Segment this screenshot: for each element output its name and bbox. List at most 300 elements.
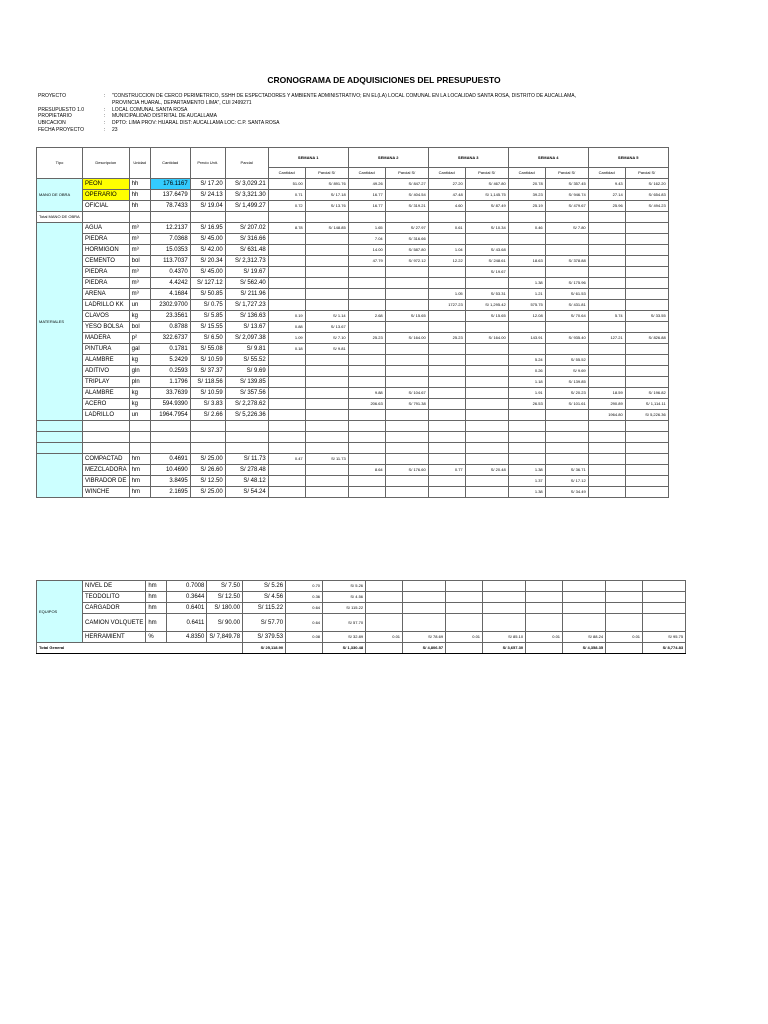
week-partial: S/ 33.55 [625,311,668,322]
empty-cell [83,421,130,432]
week-quantity [588,344,625,355]
item-description: PINTURA [83,344,130,355]
empty-cell [129,432,150,443]
week-partial: S/ 1,295.42 [465,300,508,311]
empty-cell [625,212,668,223]
week-quantity: 0.08 [286,632,323,643]
item-unit-price: S/ 55.08 [190,344,225,355]
col-header-tipo: Tipo [37,148,83,179]
week-partial: S/ 7.10 [305,333,348,344]
week-partial: S/ 17.18 [305,190,348,201]
week-partial [545,454,588,465]
week-partial: S/ 164.00 [465,333,508,344]
week-partial: S/ 104.67 [385,388,428,399]
empty-cell [305,421,348,432]
table-row [37,410,669,421]
week-partial: S/ 85.10 [483,632,526,643]
week-partial: S/ 20.48 [465,465,508,476]
week-partial [305,366,348,377]
table-row [37,223,669,234]
week-quantity: 0.71 [268,190,305,201]
week-quantity: 0.77 [428,465,465,476]
week-quantity: 0.72 [268,201,305,212]
week-quantity [428,388,465,399]
week-quantity [268,465,305,476]
header-row-weeks [37,148,669,168]
header-colon: : [104,120,106,127]
table-row [37,454,669,465]
week-partial [563,603,606,614]
item-description: ADITIVO [83,366,130,377]
item-unit: hm [129,454,150,465]
item-quantity: 4.1684 [150,289,190,300]
table-row [37,581,686,592]
week-quantity [268,487,305,498]
week-quantity [446,614,483,632]
week-partial: S/ 357.45 [545,179,588,190]
empty-cell [305,432,348,443]
empty-cell [385,432,428,443]
week-quantity: 0.01 [366,632,403,643]
week-quantity [508,245,545,256]
item-unit: hm [146,614,167,632]
week-quantity: 0.70 [286,581,323,592]
week-partial [385,267,428,278]
header-key: PROYECTO [38,93,66,99]
item-quantity: 15.0353 [150,245,190,256]
item-partial: S/ 278.48 [225,465,268,476]
week-partial [305,245,348,256]
item-partial: S/ 3,029.21 [225,179,268,190]
week-quantity: 14.00 [348,245,385,256]
col-header-parcial: Parcial [225,148,268,179]
empty-cell [366,643,403,654]
week-quantity [348,300,385,311]
item-unit: gal [129,344,150,355]
week-partial: S/ 316.66 [385,234,428,245]
week-partial [483,592,526,603]
item-unit: % [146,632,167,643]
item-description: MADERA [83,333,130,344]
week-quantity: 27.20 [428,179,465,190]
item-partial: S/ 9.81 [225,344,268,355]
week-quantity [446,581,483,592]
week-quantity [348,344,385,355]
item-unit: kg [129,388,150,399]
week-partial [465,388,508,399]
week-partial: S/ 148.85 [305,223,348,234]
empty-cell [268,432,305,443]
week-partial [305,355,348,366]
week-quantity [366,592,403,603]
week-quantity [268,410,305,421]
item-partial: S/ 3,321.30 [225,190,268,201]
empty-cell [385,212,428,223]
empty-cell [150,212,190,223]
empty-cell [588,212,625,223]
item-unit-price: S/ 2.66 [190,410,225,421]
item-unit: hh [129,201,150,212]
sub-header-cantidad: Cantidad [588,168,625,179]
week-quantity: 7.04 [348,234,385,245]
item-unit-price: S/ 12.50 [190,476,225,487]
week-quantity: 26.53 [508,399,545,410]
item-description: PIEDRA [83,267,130,278]
empty-cell [150,421,190,432]
week-quantity: 143.91 [508,333,545,344]
week-partial [563,581,606,592]
week-quantity [348,377,385,388]
table-row [37,333,669,344]
week-partial: S/ 826.88 [625,333,668,344]
week-header: SEMANA 4 [508,148,588,168]
item-description: CLAVOS [83,311,130,322]
week-quantity: 0.19 [268,311,305,322]
item-quantity: 0.1781 [150,344,190,355]
week-quantity: 1964.80 [588,410,625,421]
week-quantity: 0.26 [508,366,545,377]
week-partial: S/ 10.34 [465,223,508,234]
header-row [38,93,598,107]
week-partial [545,234,588,245]
item-unit-price: S/ 5.85 [190,311,225,322]
table-row [37,278,669,289]
item-unit: m³ [129,278,150,289]
week-quantity: 1727.23 [428,300,465,311]
week-quantity: 0.88 [268,322,305,333]
item-description: PEON [83,179,130,190]
item-partial: S/ 2,097.38 [225,333,268,344]
item-unit: hm [129,487,150,498]
item-description: ARENA [83,289,130,300]
item-unit: hm [146,592,167,603]
total-mano-label: Total MANO DE OBRA [37,212,83,223]
week-partial: S/ 9.81 [305,344,348,355]
week-partial: S/ 248.61 [465,256,508,267]
week-partial [385,410,428,421]
week-partial [545,410,588,421]
week-partial: S/ 654.83 [625,190,668,201]
week-partial [403,614,446,632]
week-partial [385,366,428,377]
week-partial [465,322,508,333]
header-value: MUNICIPALIDAD DISTRITAL DE AUCALLAMA [112,113,217,120]
item-unit-price: S/ 16.95 [190,223,225,234]
week-quantity: 0.01 [446,632,483,643]
table-row [37,614,686,632]
week-partial: S/ 115.22 [323,603,366,614]
table-row [37,201,669,212]
empty-cell [428,212,465,223]
item-quantity: 113.7037 [150,256,190,267]
week-quantity [348,410,385,421]
week-partial [625,454,668,465]
empty-cell [385,421,428,432]
week-partial: S/ 87.49 [465,201,508,212]
week-quantity [348,355,385,366]
item-quantity: 137.6479 [150,190,190,201]
week-partial [625,234,668,245]
group-empty [37,421,83,432]
item-unit-price: S/ 26.60 [190,465,225,476]
header-key: PROPIETARIO [38,113,72,120]
empty-cell [286,643,323,654]
week-quantity [526,603,563,614]
week-quantity [268,388,305,399]
total-general-label: Total General [37,643,243,654]
item-quantity: 0.6411 [167,614,207,632]
item-unit: un [129,410,150,421]
week-quantity [588,289,625,300]
col-header-descripcion: Descripcion [83,148,130,179]
item-partial: S/ 13.67 [225,322,268,333]
week-quantity [606,614,643,632]
blank-row [37,432,669,443]
table-row [37,388,669,399]
week-quantity [268,366,305,377]
week-partial: S/ 27.97 [385,223,428,234]
week-quantity: 27.14 [588,190,625,201]
empty-cell [348,432,385,443]
week-quantity [268,234,305,245]
week-partial: S/ 34.49 [545,487,588,498]
week-quantity: 0.01 [606,632,643,643]
item-unit: kg [129,355,150,366]
week-partial [625,245,668,256]
week-quantity [526,581,563,592]
empty-cell [625,443,668,454]
item-partial: S/ 207.02 [225,223,268,234]
week-partial [385,300,428,311]
week-quantity [428,278,465,289]
week-partial [465,399,508,410]
item-quantity: 2302.9700 [150,300,190,311]
col-header-precio: Precio Unit. [190,148,225,179]
week-quantity [508,267,545,278]
item-description: HORMIGON [83,245,130,256]
item-unit: kg [129,399,150,410]
week-partial: S/ 479.67 [545,201,588,212]
item-unit-price: S/ 45.00 [190,234,225,245]
header-row [38,120,598,127]
empty-cell [190,432,225,443]
item-description: MEZCLADORA [83,465,130,476]
item-unit-price: S/ 180.00 [207,603,243,614]
table-row [37,190,669,201]
item-description: LADRILLO [83,410,130,421]
week-quantity [428,366,465,377]
item-quantity: 3.8495 [150,476,190,487]
empty-cell [465,432,508,443]
week-quantity [366,603,403,614]
week-quantity [606,581,643,592]
week-partial: S/ 36.71 [545,465,588,476]
item-unit-price: S/ 118.56 [190,377,225,388]
item-unit: kg [129,311,150,322]
header-value: 23 [112,126,118,133]
empty-cell [129,212,150,223]
item-quantity: 0.7008 [167,581,207,592]
table-row [37,234,669,245]
header-value: "CONSTRUCCION DE CERCO PERIMETRICO, SSHH DE ESPECTADORES Y AMBIENTE ADMINISTRATIVO; EN EL(LA) LOCAL COMUNAL EN LA LOCALIDAD SANTA ROSA, DISTRITO DE AUCALLAMA, PROVINCIA HUARAL, DEPARTAMENTO LIMA", CUI 2499271 [112,93,576,106]
week-partial [385,355,428,366]
week-quantity: 1.65 [348,223,385,234]
table-row [37,366,669,377]
header-value: DPTO: LIMA PROV: HUARAL DIST: AUCALLAMA LOC: C.P. SANTA ROSA [112,120,280,127]
empty-cell [305,443,348,454]
week-partial [483,581,526,592]
week-quantity: 127.21 [588,333,625,344]
empty-cell [150,432,190,443]
item-partial: S/ 55.52 [225,355,268,366]
week-quantity: 1.38 [508,278,545,289]
empty-cell [348,443,385,454]
item-unit-price: S/ 37.37 [190,366,225,377]
item-partial: S/ 48.12 [225,476,268,487]
week-quantity: 5.24 [508,355,545,366]
week-quantity [348,322,385,333]
week-partial: S/ 11.73 [305,454,348,465]
week-partial [643,614,686,632]
empty-cell [225,421,268,432]
week-partial: S/ 61.53 [545,289,588,300]
empty-cell [508,212,545,223]
item-quantity: 594.9390 [150,399,190,410]
week-partial [625,344,668,355]
week-quantity: 8.78 [268,223,305,234]
week-quantity: 1.91 [508,388,545,399]
week-quantity [588,465,625,476]
equipment-table [36,580,686,654]
week-quantity [428,355,465,366]
empty-cell [268,421,305,432]
table-row [37,322,669,333]
week-quantity [428,410,465,421]
empty-cell [385,443,428,454]
week-quantity [606,592,643,603]
header-value: LOCAL COMUNAL SANTA ROSA [112,106,188,113]
week-partial: S/ 53.31 [465,289,508,300]
empty-cell [508,443,545,454]
report-title: CRONOGRAMA DE ADQUISICIONES DEL PRESUPUESTO [267,75,501,85]
week-quantity [268,289,305,300]
item-quantity: 33.7639 [150,388,190,399]
week-quantity [526,592,563,603]
header-colon: : [104,93,106,99]
empty-cell [625,421,668,432]
item-description: ALAMBRE [83,388,130,399]
item-quantity: 23.3561 [150,311,190,322]
week-quantity [588,377,625,388]
week-partial: S/ 196.82 [625,388,668,399]
week-quantity [428,311,465,322]
week-quantity [588,355,625,366]
item-quantity: 176.1167 [150,179,190,190]
item-description: VIBRADOR DE [83,476,130,487]
item-description: TRIPLAY [83,377,130,388]
week-partial: S/ 791.38 [385,399,428,410]
week-partial: S/ 162.20 [625,179,668,190]
week-partial [465,410,508,421]
item-unit: m³ [129,223,150,234]
empty-cell [225,212,268,223]
header-colon: : [104,126,106,133]
group-mano-de-obra: MANO DE OBRA [37,179,83,212]
week-header: SEMANA 1 [268,148,348,168]
week-partial [625,476,668,487]
week-quantity [268,377,305,388]
item-unit-price: S/ 0.75 [190,300,225,311]
table-row [37,592,686,603]
col-header-cantidad: Cantidad [150,148,190,179]
week-partial: S/ 88.24 [563,632,606,643]
week-partial [305,278,348,289]
week-quantity [588,322,625,333]
item-description: YESO BOLSA [83,322,130,333]
empty-cell [129,421,150,432]
item-unit-price: S/ 45.00 [190,267,225,278]
group-materiales: MATERIALES [37,223,83,421]
week-quantity: 49.26 [348,179,385,190]
empty-cell [446,643,483,654]
item-unit: hm [129,465,150,476]
table-row [37,245,669,256]
week-quantity [268,267,305,278]
budget-schedule-table [36,147,669,498]
table-row [37,603,686,614]
empty-cell [545,432,588,443]
week-partial [465,454,508,465]
week-quantity: 0.64 [286,614,323,632]
week-partial: S/ 319.21 [385,201,428,212]
week-partial: S/ 70.64 [545,311,588,322]
week-quantity [588,256,625,267]
week-partial [403,581,446,592]
week-partial [625,465,668,476]
week-quantity [508,454,545,465]
sub-header-cantidad: Cantidad [348,168,385,179]
item-unit: m³ [129,289,150,300]
item-partial: S/ 4.56 [243,592,286,603]
empty-cell [268,212,305,223]
week-partial [545,267,588,278]
week-partial [545,322,588,333]
week-partial [465,355,508,366]
week-partial [643,592,686,603]
table-row [37,289,669,300]
week-partial: S/ 43.68 [465,245,508,256]
item-partial: S/ 5,226.36 [225,410,268,421]
week-quantity: 16.77 [348,190,385,201]
table-row [37,344,669,355]
empty-cell [348,421,385,432]
empty-cell [150,443,190,454]
item-description: CEMENTO [83,256,130,267]
week-quantity: 18.59 [588,388,625,399]
total-general-row [37,643,686,654]
week-quantity [268,355,305,366]
header-colon: : [104,106,106,113]
table-row [37,179,669,190]
empty-cell [225,432,268,443]
week-quantity [348,476,385,487]
group-equipos-top [37,454,83,498]
item-description: LADRILLO KK [83,300,130,311]
week-partial: S/ 57.70 [323,614,366,632]
item-unit: bol [129,256,150,267]
week-quantity: 1.38 [508,465,545,476]
week-quantity [348,267,385,278]
